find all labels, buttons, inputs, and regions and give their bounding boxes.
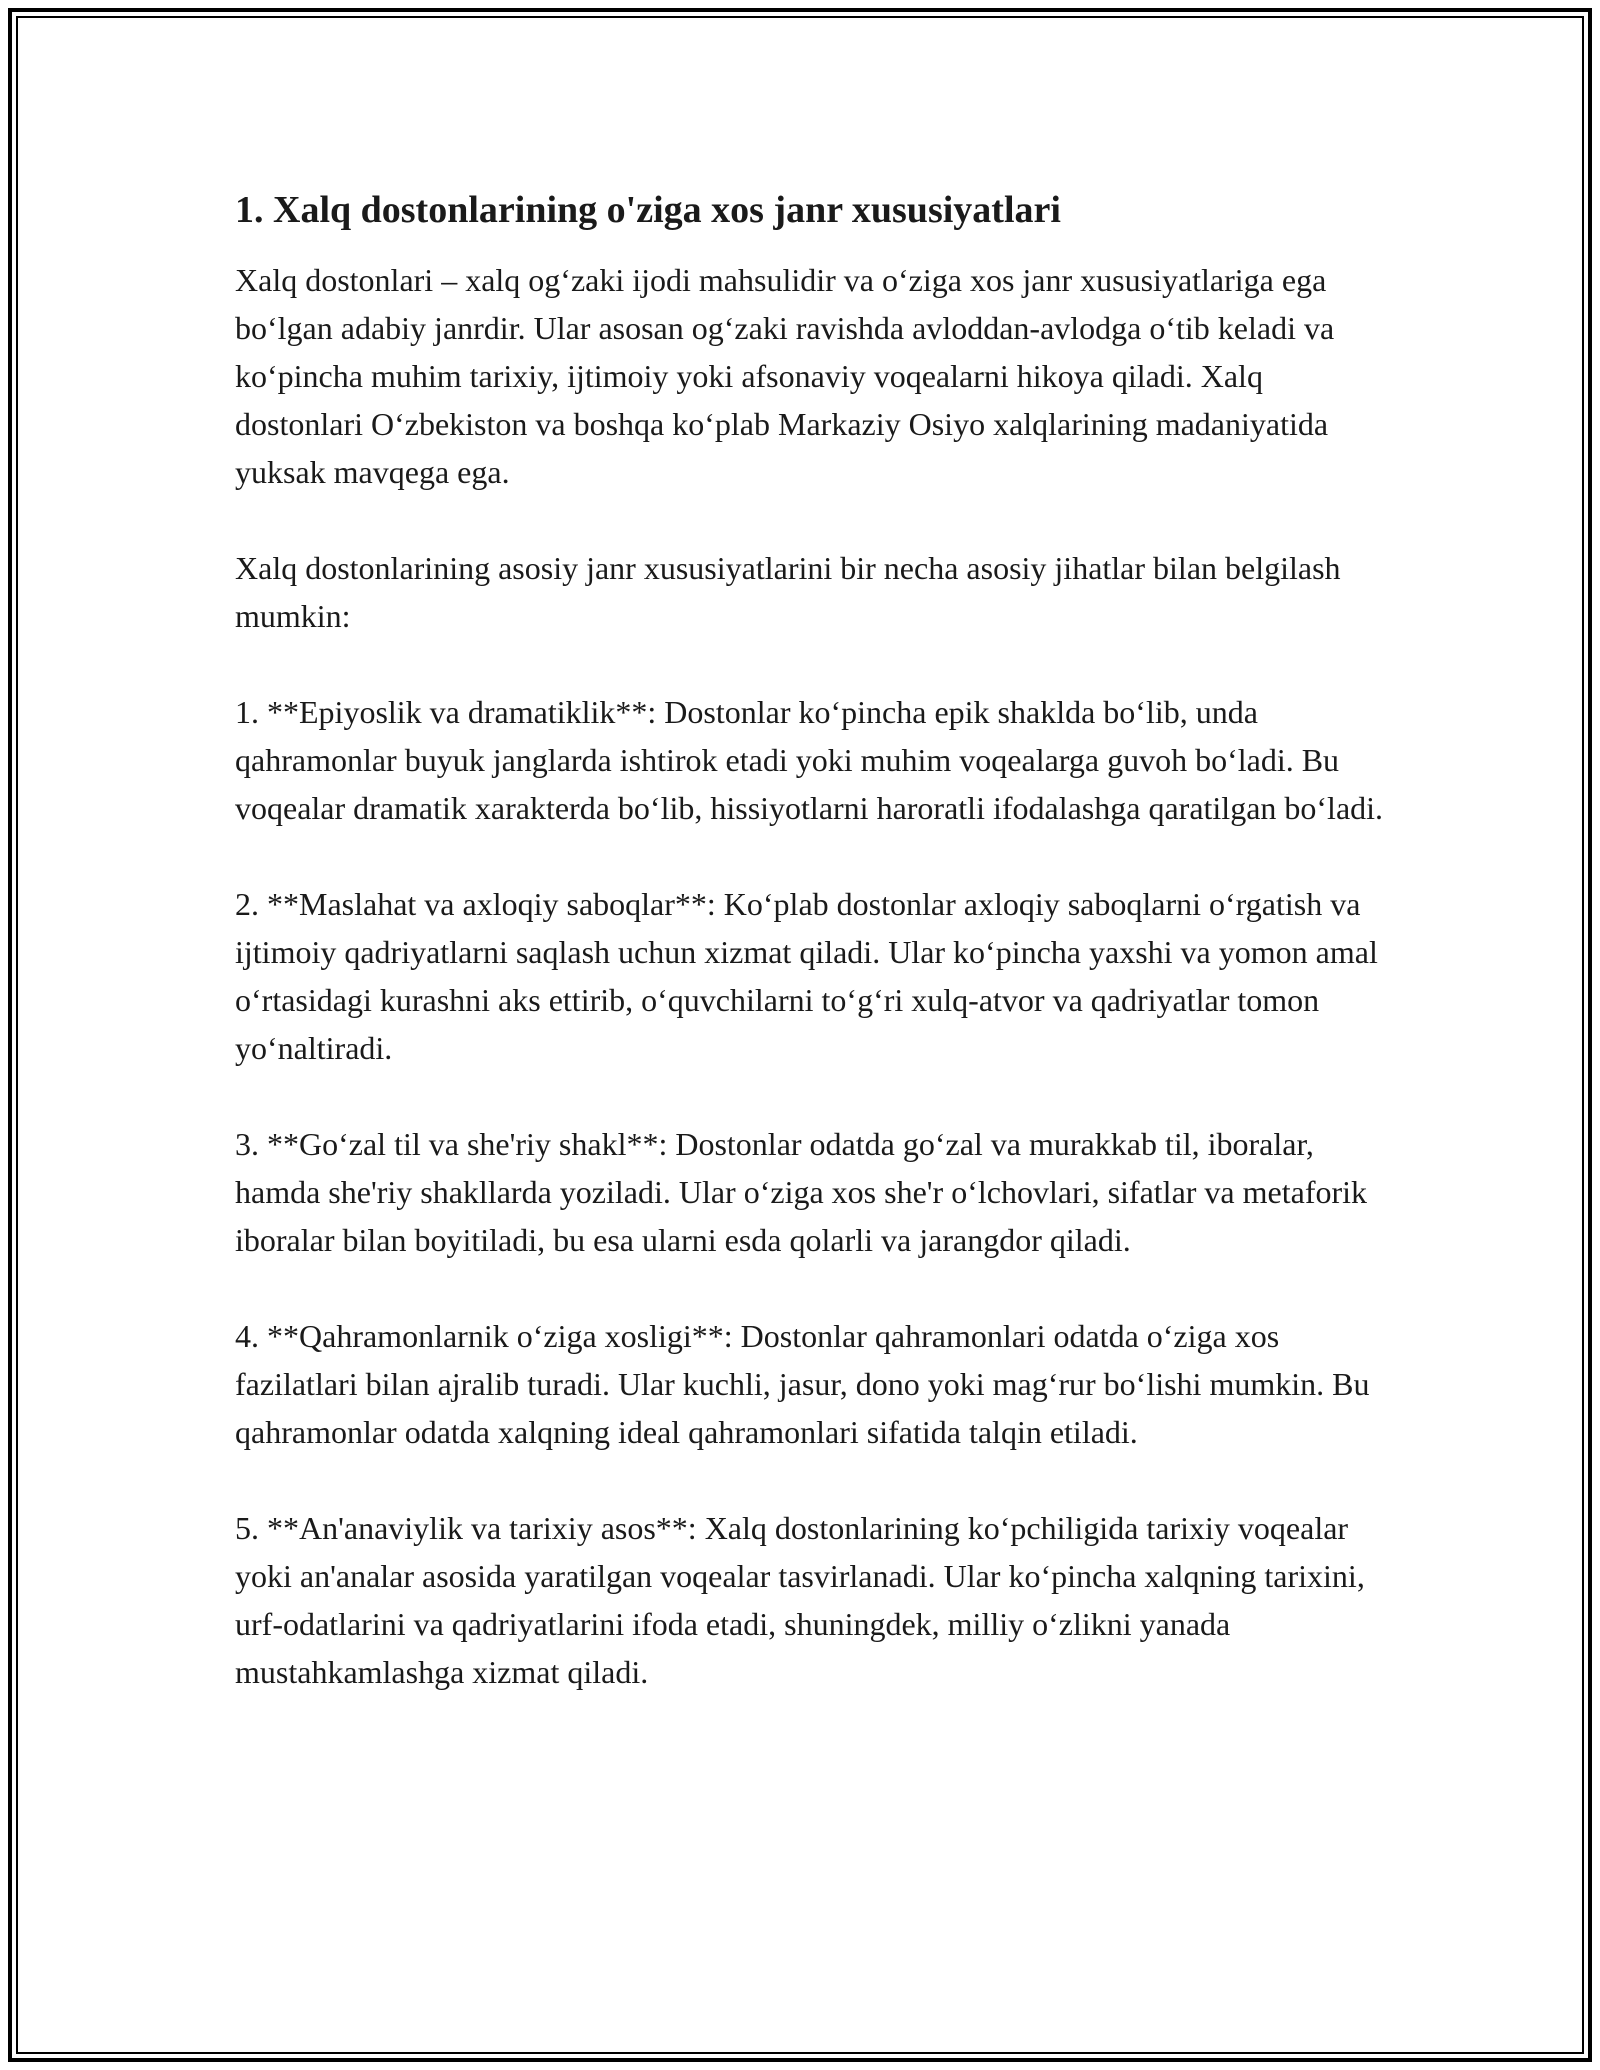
feature-item-4: 4. **Qahramonlarnik o‘ziga xosligi**: Dostonlar qahramonlari odatda o‘ziga xos fazilatlari bilan ajralib turadi. Ular kuchli, jasur, dono yoki mag‘rur bo‘lishi mumkin. Bu qahramonlar odatda xalqning ideal qahramonlari sifatida talqin etiladi. bbox=[235, 1318, 1370, 1450]
document-body bbox=[235, 186, 1385, 1696]
feature-item-3: 3. **Go‘zal til va she'riy shakl**: Dostonlar odatda go‘zal va murakkab til, iboralar, hamda she'riy shakllarda yoziladi. Ular o‘ziga xos she'r o‘lchovlari, sifatlar va metaforik iboralar bilan boyitiladi, bu esa ularni esda qolarli va jarangdor qiladi. bbox=[235, 1126, 1368, 1258]
lead-in-paragraph: Xalq dostonlarining asosiy janr xususiyatlarini bir necha asosiy jihatlar bilan belgilash mumkin: bbox=[235, 550, 1341, 634]
feature-item-2: 2. **Maslahat va axloqiy saboqlar**: Ko‘plab dostonlar axloqiy saboqlarni o‘rgatish va ijtimoiy qadriyatlarni saqlash uchun xizmat qiladi. Ular ko‘pincha yaxshi va yomon amal o‘rtasidagi kurashni aks ettirib, o‘quvchilarni to‘g‘ri xulq-atvor va qadriyatlar tomon yo‘naltiradi. bbox=[235, 886, 1378, 1066]
section-heading: 1. Xalq dostonlarining o'ziga xos janr xususiyatlari bbox=[235, 189, 1061, 231]
intro-paragraph: Xalq dostonlari – xalq og‘zaki ijodi mahsulidir va o‘ziga xos janr xususiyatlariga ega bo‘lgan adabiy janrdir. Ular asosan og‘zaki ravishda avloddan-avlodga o‘tib keladi va ko‘pincha muhim tarixiy, ijtimoiy yoki afsonaviy voqealarni hikoya qiladi. Xalq dostonlari O‘zbekiston va boshqa ko‘plab Markaziy Osiyo xalqlarining madaniyatida yuksak mavqega ega. bbox=[235, 262, 1335, 490]
feature-item-1: 1. **Epiyoslik va dramatiklik**: Dostonlar ko‘pincha epik shaklda bo‘lib, unda qahramonlar buyuk janglarda ishtirok etadi yoki muhim voqealarga guvoh bo‘ladi. Bu voqealar dramatik xarakterda bo‘lib, hissiyotlarni haroratli ifodalashga qaratilgan bo‘ladi. bbox=[235, 694, 1384, 826]
feature-item-5: 5. **An'anaviylik va tarixiy asos**: Xalq dostonlarining ko‘pchiligida tarixiy voqealar yoki an'analar asosida yaratilgan voqealar tasvirlanadi. Ular ko‘pincha xalqning tarixini, urf-odatlarini va qadriyatlarini ifoda etadi, shuningdek, milliy o‘zlikni yanada mustahkamlashga xizmat qiladi. bbox=[235, 1510, 1365, 1690]
